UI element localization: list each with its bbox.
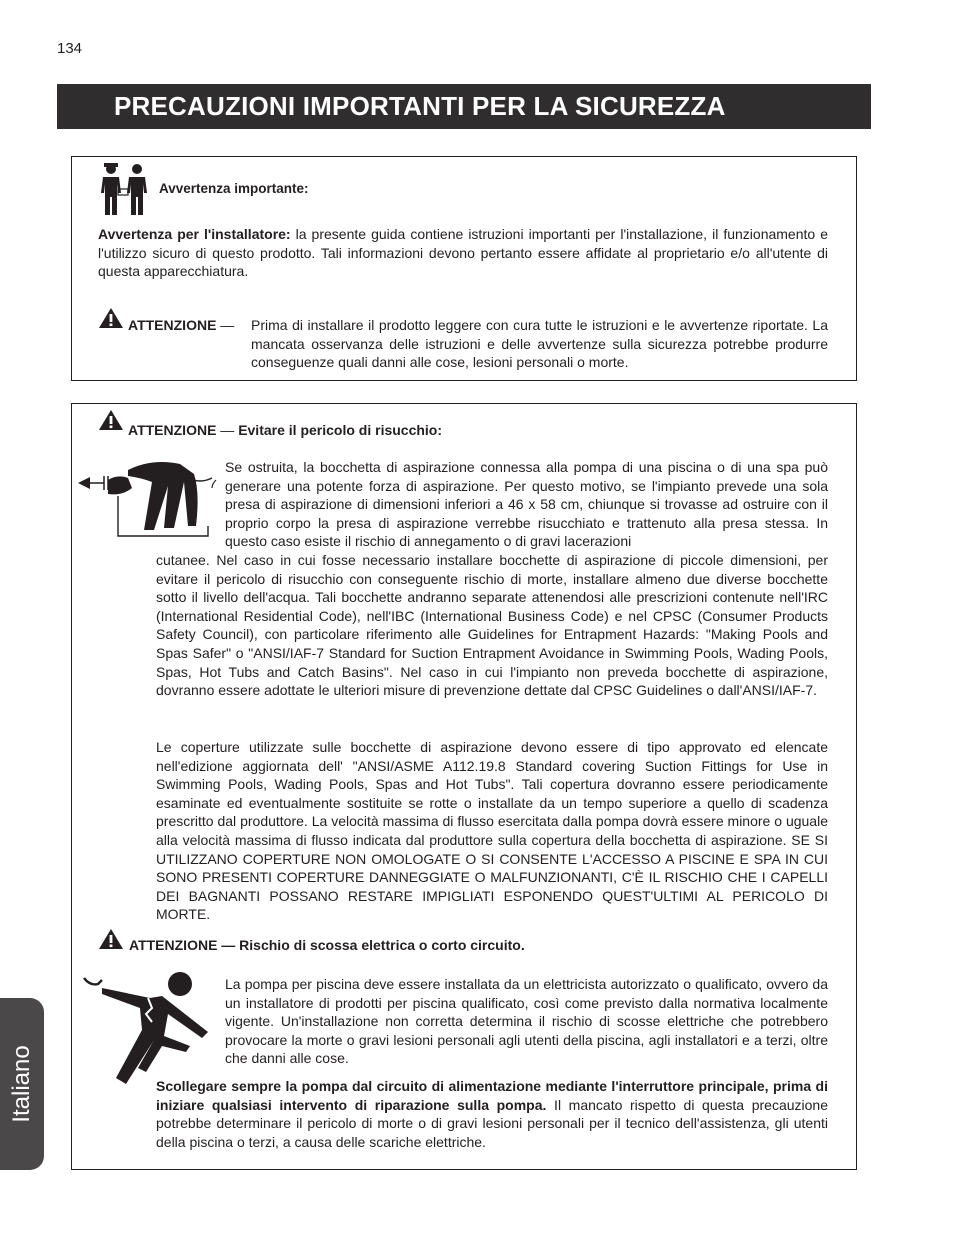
entrapment-heading (128, 421, 442, 440)
disconnect-bold: Scollegare sempre la pompa dal circuito di alimentazione mediante l'interruttore principale, prima di iniziare qualsiasi intervento di riparazione sulla pompa. (156, 1078, 828, 1113)
entrapment-wrap-text: Se ostruita, la bocchetta di aspirazione connessa alla pompa di una piscina o di una spa può generare una potente forza di aspirazione. Per questo motivo, se l'impianto prevede una sola presa di aspirazione di dimensioni inferiori a 46 x 58 cm, chiunque si trovasse ad ostruire con il proprio corpo la presa di aspirazione verrebbe risucchiato e trattenuto alla presa stessa. In questo caso esiste il rischio di annegamento o di gravi lacerazioni (225, 459, 828, 550)
entrapment-title: Evitare il pericolo di risucchio: (238, 422, 443, 438)
electric-heading: ATTENZIONE — Rischio di scossa elettrica o corto circuito. (129, 937, 525, 953)
warning-triangle-icon (98, 409, 124, 431)
people-pictogram-icon (99, 163, 149, 215)
installer-notice-box (71, 156, 857, 381)
language-label: Italiano (8, 1045, 35, 1123)
electric-text: La pompa per piscina deve essere installata da un elettricista autorizzato o qualificato, ovvero da un installatore di prodotti per piscina qualificato, così come previsto dalla normativa localmente vigente. Un'installazione non corretta determina il rischio di scosse elettriche che potrebbero provocare la morte o gravi lesioni personali agli utenti della piscina, agli installatori e a terzi, oltre che danni alle cose. (225, 976, 828, 1067)
important-notice-label: Avvertenza importante: (159, 181, 309, 196)
warning-triangle-icon (98, 928, 124, 950)
entrapment-dash: — (216, 422, 239, 438)
installer-text: la presente guida contiene istruzioni importanti per l'installazione, il funzionamento e l'utilizzo sicuro di questo prodotto. Tali informazioni devono pertanto essere affidate al proprietario e/o all'utente di questa apparecchiatura. (98, 226, 828, 280)
attention-text: Prima di installare il prodotto leggere con cura tutte le istruzioni e le avvertenze riportate. La mancata osservanza delle istruzioni e delle avvertenze sulla sicurezza potrebbe produrre conseguenze quali danni alle cose, lesioni personali o morte. (251, 317, 828, 371)
entrapment-cont-text: cutanee. Nel caso in cui fosse necessario installare bocchette di aspirazione di piccole dimensioni, per evitare il pericolo di risucchio con conseguente rischio di morte, installare almeno due diverse bocchette sotto il livello dell'acqua. Tali bocchette andranno separate attenendosi alle prescrizioni contenute nell'IRC (International Residential Code), nell'IBC (International Business Code) e nel CPSC (Consumer Products Safety Council), con particolare riferimento alle Guidelines for Entrapment Hazards: "Making Pools and Spas Safer" o "ANSI/IAF-7 Standard for Suction Entrapment Avoidance in Swimming Pools, Wading Pools, Spas, Hot Tubs and Catch Basins". Nel caso in cui l'impianto non preveda bocchette di aspirazione, dovranno essere adottate le ulteriori misure di prevenzione dettate dal CPSC Guidelines o dall'ANSI/IAF-7. (156, 552, 828, 699)
language-side-tab (0, 998, 44, 1170)
warning-triangle-icon (98, 307, 124, 329)
hazard-warnings-box (71, 403, 857, 1170)
disconnect-paragraph (156, 1077, 828, 1151)
entrapment-pictogram-icon (76, 456, 221, 546)
attention-label: ATTENZIONE (128, 317, 217, 333)
electric-shock-pictogram-icon (80, 968, 212, 1090)
attention-dash: — (216, 317, 235, 333)
installer-label: Avvertenza per l'installatore: (98, 226, 291, 242)
covers-text: Le coperture utilizzate sulle bocchette di aspirazione devono essere di tipo approvato ed elencate nell'edizione aggiornata dell' "ANSI/ASME A112.19.8 Standard covering Suction Fittings for Use in Swimming Pools, Wading Pools, Spas and Hot Tubs". Tali copertura dovranno essere periodicamente esaminate ed eventualmente sostituite se rotte o installate da un tempo superiore a quello di scadenza prescritto dal produttore. La velocità massima di flusso esercitata dalla pompa dovrà essere minore o uguale alla velocità massima di flusso indicata dal produttore sulla copertura della bocchetta di aspirazione. SE SI UTILIZZANO COPERTURE NON OMOLOGATE O SI CONSENTE L'ACCESSO A PISCINE E SPA IN CUI SONO PRESENTI COPERTURE DANNEGGIATE O MALFUNZIONANTI, C'È IL RISCHIO CHE I CAPELLI DEI BAGNANTI POSSANO RESTARE IMPIGLIATI ESPONENDO QUEST'ULTIMI AL PERICOLO DI MORTE. (156, 739, 828, 923)
page-number: 134 (57, 40, 83, 57)
installer-notice-paragraph (98, 225, 828, 281)
page-title: PRECAUZIONI IMPORTANTI PER LA SICUREZZA (57, 84, 871, 129)
disconnect-text: Il mancato rispetto di questa precauzione potrebbe determinare il pericolo di morte o di gravi lesioni personali per il tecnico dell'assistenza, gli utenti della piscina o terzi, a causa delle scariche elettriche. (156, 1096, 828, 1150)
entrapment-label: ATTENZIONE (128, 422, 217, 438)
